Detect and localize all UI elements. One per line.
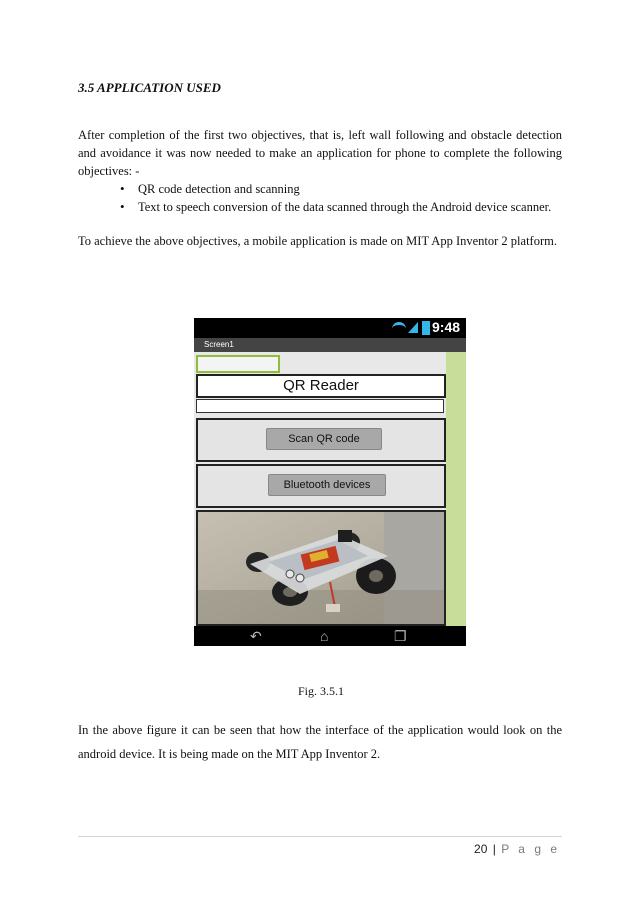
result-textbox — [196, 399, 444, 413]
page-number — [474, 842, 560, 856]
objectives-list — [120, 180, 551, 216]
list-item: • QR code detection and scanning — [120, 180, 551, 198]
footer-divider — [78, 836, 562, 837]
screen-title-bar: Screen1 — [194, 338, 466, 352]
list-item: • Text to speech conversion of the data scanned through the Android device scanner. — [120, 198, 551, 216]
bluetooth-arrangement — [196, 464, 446, 508]
page-number-separator: | — [492, 842, 496, 856]
back-icon: ↶ — [250, 628, 262, 644]
status-clock: 9:48 — [432, 319, 461, 335]
signal-icon — [408, 322, 418, 333]
robot-car-image — [198, 512, 444, 624]
scan-qr-button: Scan QR code — [266, 428, 382, 450]
scan-arrangement — [196, 418, 446, 462]
page-word: P a g e — [501, 842, 560, 856]
home-icon: ⌂ — [320, 628, 329, 644]
screen-side-strip — [446, 352, 466, 626]
recent-apps-icon: ❐ — [394, 628, 407, 644]
intro-paragraph: After completion of the first two objectives, that is, left wall following and obstacle detection and avoidance it was now needed to make an application for phone to complete the following objectives: - — [78, 128, 562, 178]
achieve-paragraph: To achieve the above objectives, a mobile application is made on MIT App Inventor 2 platform. — [78, 234, 557, 248]
phone-screenshot-figure — [194, 318, 466, 646]
robot-car-photo — [196, 510, 446, 626]
description-paragraph: In the above figure it can be seen that how the interface of the application would look on the android device. It is being made on the MIT App Inventor 2. — [78, 723, 562, 761]
selected-component-box — [196, 355, 280, 373]
figure-caption: Fig. 3.5.1 — [298, 684, 345, 698]
app-title-label: QR Reader — [196, 374, 446, 398]
section-heading: 3.5 APPLICATION USED — [78, 80, 221, 95]
bluetooth-devices-button: Bluetooth devices — [268, 474, 386, 496]
battery-icon — [422, 321, 430, 335]
page-number-value: 20 — [474, 842, 488, 856]
wifi-icon — [392, 322, 406, 335]
android-nav-bar — [194, 626, 466, 646]
app-screen — [194, 352, 446, 626]
status-bar — [194, 318, 466, 338]
